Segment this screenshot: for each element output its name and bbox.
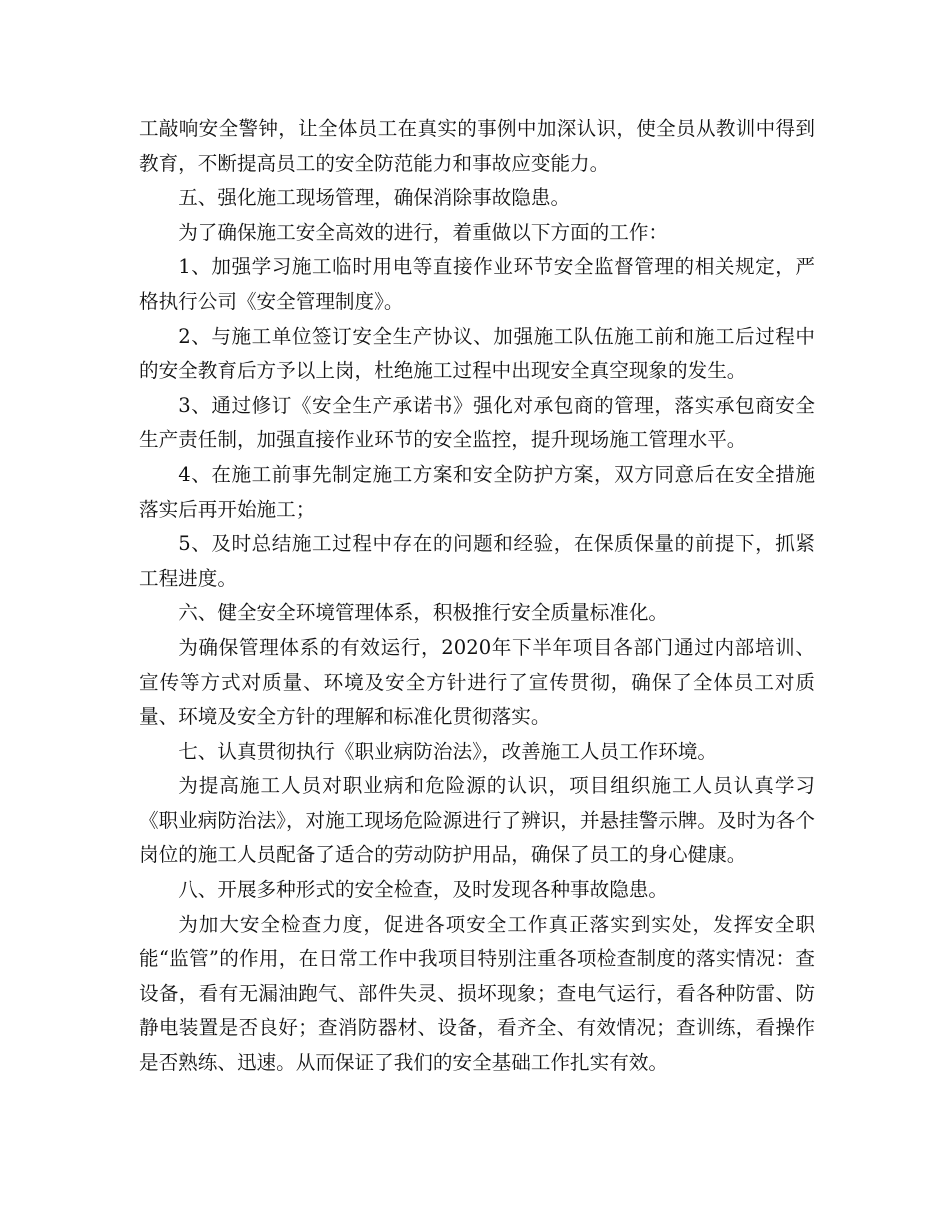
list-item: 2、与施工单位签订安全生产协议、加强施工队伍施工前和施工后过程中的安全教育后方予以上岗，杜绝施工过程中出现安全真空现象的发生。 (139, 324, 815, 383)
list-item: 4、在施工前事先制定施工方案和安全防护方案，双方同意后在安全措施落实后再开始施工； (139, 462, 815, 521)
document-body (139, 112, 815, 1081)
section-heading-5: 五、强化施工现场管理，确保消除事故隐患。 (178, 186, 571, 210)
paragraph: 为加大安全检查力度，促进各项安全工作真正落实到实处，发挥安全职能“监管”的作用，在日常工作中我项目特别注重各项检查制度的落实情况：查设备，看有无漏油跑气、部件失灵、损坏现象；查电气运行，看各种防雷、防静电装置是否良好；查消防器材、设备，看齐全、有效情况；查训练，看操作是否熟练、迅速。从而保证了我们的安全基础工作扎实有效。 (139, 912, 815, 1075)
section-heading-6: 六、健全安全环境管理体系，积极推行安全质量标准化。 (178, 601, 669, 625)
section-heading-8: 八、开展多种形式的安全检查，及时发现各种事故隐患。 (178, 878, 669, 902)
paragraph-continuation: 工敲响安全警钟，让全体员工在真实的事例中加深认识，使全员从教训中得到教育，不断提高员工的安全防范能力和事故应变能力。 (139, 117, 815, 175)
paragraph: 为了确保施工安全高效的进行，着重做以下方面的工作： (178, 220, 669, 244)
paragraph: 为提高施工人员对职业病和危险源的认识，项目组织施工人员认真学习《职业病防治法》，对施工现场危险源进行了辨识，并悬挂警示牌。及时为各个岗位的施工人员配备了适合的劳动防护用品，确保了员工的身心健康。 (139, 774, 815, 867)
section-heading-7: 七、认真贯彻执行《职业病防治法》，改善施工人员工作环境。 (178, 739, 718, 763)
paragraph: 为确保管理体系的有效运行，2020年下半年项目各部门通过内部培训、宣传等方式对质量、环境及安全方针进行了宣传贯彻，确保了全体员工对质量、环境及安全方针的理解和标准化贯彻落实。 (139, 635, 815, 729)
list-item: 3、通过修订《安全生产承诺书》强化对承包商的管理，落实承包商安全生产责任制，加强直接作业环节的安全监控，提升现场施工管理水平。 (139, 393, 815, 452)
list-item: 5、及时总结施工过程中存在的问题和经验，在保质保量的前提下，抓紧工程进度。 (139, 532, 815, 590)
list-item: 1、加强学习施工临时用电等直接作业环节安全监督管理的相关规定，严格执行公司《安全管理制度》。 (139, 255, 815, 313)
